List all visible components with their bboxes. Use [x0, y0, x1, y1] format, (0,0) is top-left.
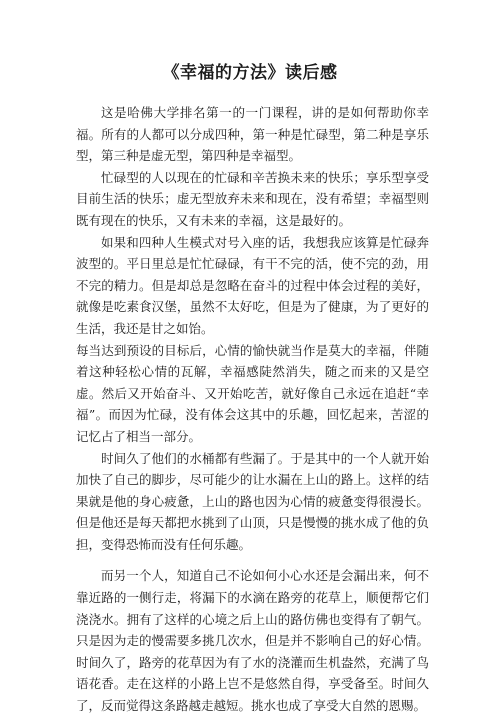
paragraph-1: 这是哈佛大学排名第一的一门课程，讲的是如何帮助你幸福。所有的人都可以分成四种，第一种是忙碌型，第二种是享乐型，第三种是虚无型，第四种是幸福型。 [76, 105, 429, 164]
paragraph-5: 时间久了他们的水桶都有些漏了。于是其中的一个人就开始加快了自己的脚步，尽可能少的让水漏在上山的路上。这样的结果就是他的身心疲惫，上山的路也因为心情的疲惫变得很漫长。但是他还是每天都把水挑到了山顶，只是慢慢的挑水成了他的负担，变得恐怖而没有任何乐趣。 [76, 450, 429, 552]
paragraph-3: 如果和四种人生模式对号入座的话，我想我应该算是忙碌奔波型的。平日里总是忙忙碌碌，有干不完的活，使不完的劲，用不完的精力。但是却总是忽略在奋斗的过程中体会过程的美好，就像是吃素食汉堡，虽然不太好吃，但是为了健康，为了更好的生活，我还是甘之如饴。 [76, 234, 429, 336]
document-body [76, 102, 429, 717]
paragraph-2: 忙碌型的人以现在的忙碌和辛苦换未来的快乐；享乐型享受目前生活的快乐；虚无型放弃未来和现在，没有希望；幸福型则既有现在的快乐，又有未来的幸福，这是最好的。 [76, 169, 429, 228]
paragraph-6: 而另一个人，知道自己不论如何小心水还是会漏出来，何不靠近路的一侧行走，将漏下的水滴在路旁的花草上，顺便帮它们浇浇水。拥有了这样的心境之后上山的路仿佛也变得有了朝气。只是因为走的慢需要多挑几次水，但是并不影响自己的好心情。时间久了，路旁的花草因为有了水的浇灌而生机盎然，充满了鸟语花香。走在这样的小路上岂不是悠然自得，享受备至。时间久了，反而觉得这条路越走越短。挑水也成了享受大自然的恩赐。 [76, 568, 429, 714]
paragraph-4: 每当达到预设的目标后，心情的愉快就当作是莫大的幸福，伴随着这种轻松心情的瓦解，幸福感陡然消失，随之而来的又是空虚。然后又开始奋斗、又开始吃苦，就好像自己永远在追赶“幸福”。而因为忙碌，没有体会这其中的乐趣，回忆起来，苦涩的记忆占了相当一部分。 [76, 342, 429, 444]
document-title: 《幸福的方法》读后感 [162, 63, 338, 83]
